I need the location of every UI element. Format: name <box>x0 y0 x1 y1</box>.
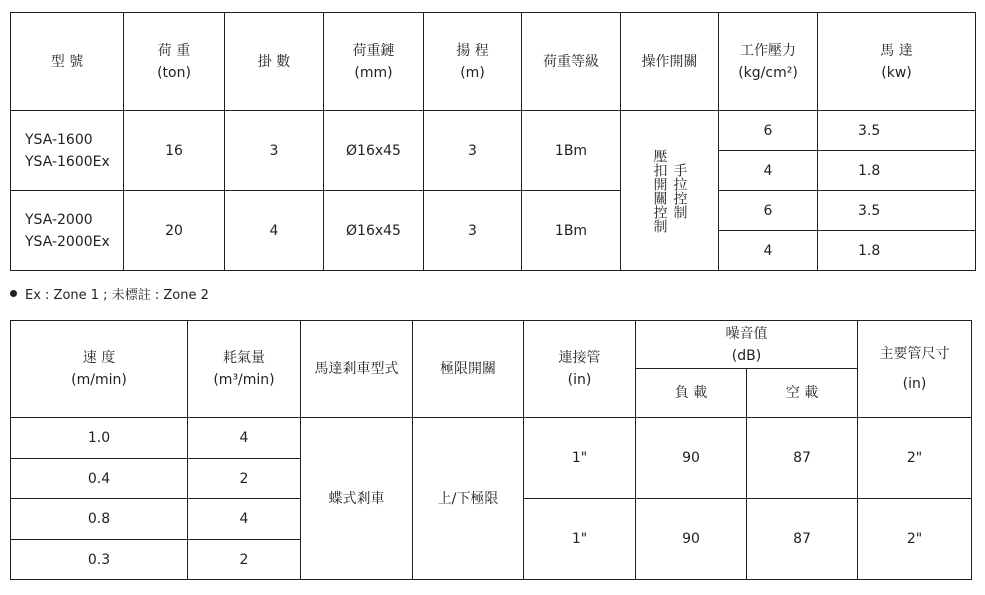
model-cell: YSA-1600 YSA-1600Ex <box>11 111 124 191</box>
header-motor: 馬 達 (kw) <box>818 13 976 111</box>
header-lift: 揚 程 (m) <box>424 13 522 111</box>
chain-cell: Ø16x45 <box>324 111 424 191</box>
header-brake: 馬達剎車型式 <box>301 321 413 418</box>
header-grade: 荷重等級 <box>522 13 621 111</box>
speed-cell: 0.4 <box>11 459 188 499</box>
header-pipe: 主要管尺寸 (in) <box>858 321 972 418</box>
model-cell: YSA-2000 YSA-2000Ex <box>11 191 124 271</box>
pressure-cell: 6 <box>719 111 818 151</box>
pipe-cell: 2" <box>858 499 972 580</box>
header-noise: 噪音值 (dB) <box>636 321 858 369</box>
motor-cell: 3.5 <box>818 191 976 231</box>
table-row <box>11 111 976 151</box>
lift-cell: 3 <box>424 191 522 271</box>
load-cell: 16 <box>124 111 225 191</box>
motor-cell: 3.5 <box>818 111 976 151</box>
header-operation: 操作開關 <box>621 13 719 111</box>
unloaded-cell: 87 <box>747 418 858 499</box>
pipe-cell: 2" <box>858 418 972 499</box>
speed-cell: 1.0 <box>11 418 188 459</box>
grade-cell: 1Bm <box>522 191 621 271</box>
spec-table <box>10 12 976 271</box>
falls-cell: 4 <box>225 191 324 271</box>
brake-cell: 蝶式剎車 <box>301 418 413 580</box>
air-cell: 2 <box>188 540 301 580</box>
operation-line-1: 手拉控制 <box>671 162 688 219</box>
grade-cell: 1Bm <box>522 111 621 191</box>
header-unloaded: 空 載 <box>747 369 858 418</box>
conn-cell: 1" <box>524 418 636 499</box>
pressure-cell: 4 <box>719 151 818 191</box>
pressure-cell: 6 <box>719 191 818 231</box>
loaded-cell: 90 <box>636 418 747 499</box>
air-cell: 4 <box>188 499 301 540</box>
limit-cell: 上/下極限 <box>413 418 524 580</box>
air-cell: 2 <box>188 459 301 499</box>
header-load: 荷 重 (ton) <box>124 13 225 111</box>
perf-header-row <box>11 321 972 369</box>
load-cell: 20 <box>124 191 225 271</box>
operation-line-2: 壓扣開關控制 <box>651 148 668 233</box>
performance-table <box>10 320 972 580</box>
header-conn: 連接管 (in) <box>524 321 636 418</box>
lift-cell: 3 <box>424 111 522 191</box>
air-cell: 4 <box>188 418 301 459</box>
pressure-cell: 4 <box>719 231 818 271</box>
speed-cell: 0.8 <box>11 499 188 540</box>
zone-note-text: Ex : Zone 1 ; 未標註 : Zone 2 <box>25 288 209 303</box>
table-row <box>11 191 976 231</box>
spec-header-row <box>11 13 976 111</box>
loaded-cell: 90 <box>636 499 747 580</box>
speed-cell: 0.3 <box>11 540 188 580</box>
conn-cell: 1" <box>524 499 636 580</box>
header-air: 耗氣量 (m³/min) <box>188 321 301 418</box>
falls-cell: 3 <box>225 111 324 191</box>
header-limit: 極限開關 <box>413 321 524 418</box>
unloaded-cell: 87 <box>747 499 858 580</box>
header-chain: 荷重鏈 (mm) <box>324 13 424 111</box>
header-speed: 速 度 (m/min) <box>11 321 188 418</box>
chain-cell: Ø16x45 <box>324 191 424 271</box>
header-falls: 掛 數 <box>225 13 324 111</box>
table-row <box>11 418 972 459</box>
motor-cell: 1.8 <box>818 231 976 271</box>
header-model: 型 號 <box>11 13 124 111</box>
header-loaded: 負 載 <box>636 369 747 418</box>
header-pressure: 工作壓力 (kg/cm²) <box>719 13 818 111</box>
bullet-icon <box>10 290 17 297</box>
motor-cell: 1.8 <box>818 151 976 191</box>
zone-note <box>10 286 209 306</box>
operation-cell <box>621 111 719 271</box>
